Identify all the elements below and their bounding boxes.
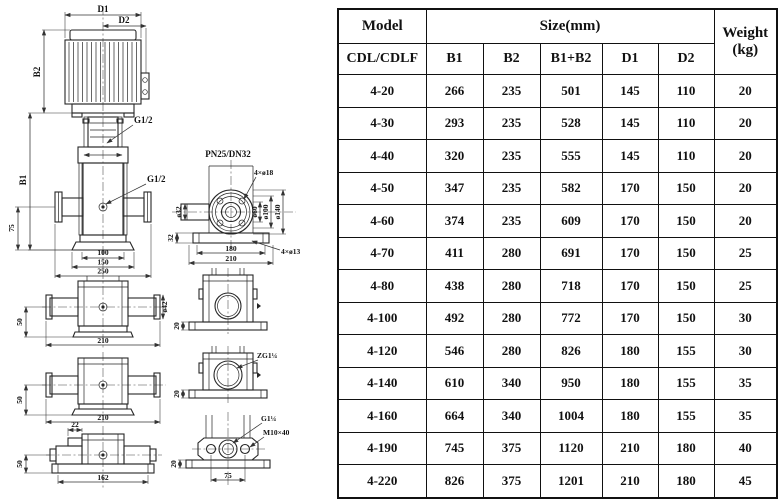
value-cell: 293 [426,107,483,140]
header-weight-line1: Weight [722,24,769,41]
model-cell: 4-100 [338,302,426,335]
value-cell: 555 [540,140,602,173]
l4-162-label: 162 [97,473,109,482]
support-view-1 [15,270,169,348]
dim-d2-label: D2 [118,15,130,25]
model-cell: 4-20 [338,75,426,108]
value-cell: 20 [714,140,777,173]
value-cell: 155 [658,400,714,433]
support-view-3 [15,420,162,490]
value-cell: 610 [426,367,483,400]
dim-100-label: 100 [97,248,109,257]
value-cell: 145 [602,107,658,140]
zg-label: ZG1¼ [257,351,278,360]
value-cell: 45 [714,465,777,498]
header-col-d2: D2 [658,44,714,75]
value-cell: 772 [540,302,602,335]
dia100-label: ø100 [261,204,270,220]
value-cell: 210 [602,432,658,465]
dim-b1-label: B1 [18,174,28,186]
value-cell: 180 [658,432,714,465]
value-cell: 374 [426,205,483,238]
dia32-label: ø32 [174,206,183,218]
header-col-b2: B2 [483,44,540,75]
value-cell: 150 [658,237,714,270]
right-view-3 [169,412,290,486]
table-row [338,107,777,140]
header-col-b1b2: B1+B2 [540,44,602,75]
value-cell: 35 [714,400,777,433]
value-cell: 235 [483,205,540,238]
g114-label: G1¼ [261,414,277,423]
table-row [338,237,777,270]
model-cell: 4-160 [338,400,426,433]
header-weight-line2: (kg) [732,42,759,58]
model-cell: 4-190 [338,432,426,465]
value-cell: 501 [540,75,602,108]
value-cell: 25 [714,270,777,303]
value-cell: 375 [483,465,540,498]
value-cell: 235 [483,140,540,173]
dim-150-label: 150 [97,257,109,267]
value-cell: 180 [602,335,658,368]
model-cell: 4-140 [338,367,426,400]
value-cell: 110 [658,75,714,108]
value-cell: 1120 [540,432,602,465]
table-row [338,302,777,335]
terminal-box [141,73,149,99]
model-cell: 4-70 [338,237,426,270]
model-cell: 4-30 [338,107,426,140]
value-cell: 609 [540,205,602,238]
header-size: Size(mm) [426,9,714,44]
value-cell: 35 [714,367,777,400]
right-view-1 [172,268,267,334]
value-cell: 266 [426,75,483,108]
value-cell: 170 [602,205,658,238]
table-row [338,172,777,205]
value-cell: 235 [483,75,540,108]
r4-20-label: 20 [169,460,178,468]
value-cell: 145 [602,75,658,108]
value-cell: 180 [602,400,658,433]
header-col-d1: D1 [602,44,658,75]
value-cell: 320 [426,140,483,173]
table-row [338,140,777,173]
model-cell: 4-40 [338,140,426,173]
value-cell: 280 [483,237,540,270]
table-row [338,367,777,400]
value-cell: 235 [483,107,540,140]
right-view-2 [172,346,278,404]
value-cell: 235 [483,172,540,205]
value-cell: 664 [426,400,483,433]
r3-20-label: 20 [172,390,181,398]
dim-32-label: 32 [166,234,175,242]
value-cell: 375 [483,432,540,465]
model-cell: 4-120 [338,335,426,368]
value-cell: 155 [658,367,714,400]
g12-side-label: G1/2 [147,174,166,184]
value-cell: 347 [426,172,483,205]
dimension-table-wrap [337,8,778,499]
value-cell: 150 [658,270,714,303]
value-cell: 20 [714,205,777,238]
value-cell: 30 [714,335,777,368]
value-cell: 492 [426,302,483,335]
value-cell: 155 [658,335,714,368]
header-model: Model [338,9,426,44]
value-cell: 528 [540,107,602,140]
dimension-table [337,8,778,499]
support-view-2 [15,352,166,424]
table-row [338,432,777,465]
value-cell: 950 [540,367,602,400]
table-row [338,270,777,303]
value-cell: 411 [426,237,483,270]
value-cell: 546 [426,335,483,368]
main-front-view [7,4,166,278]
value-cell: 145 [602,140,658,173]
table-row [338,205,777,238]
header-weight [714,9,777,75]
model-cell: 4-60 [338,205,426,238]
value-cell: 20 [714,75,777,108]
value-cell: 745 [426,432,483,465]
value-cell: 210 [602,465,658,498]
value-cell: 826 [426,465,483,498]
header-model-series: CDL/CDLF [338,44,426,75]
model-cell: 4-80 [338,270,426,303]
g12-top-label: G1/2 [134,115,153,125]
dim-250-label: 250 [97,266,109,276]
value-cell: 582 [540,172,602,205]
value-cell: 170 [602,302,658,335]
dia140-label: ø140 [273,204,282,220]
value-cell: 280 [483,302,540,335]
value-cell: 1004 [540,400,602,433]
model-cell: 4-220 [338,465,426,498]
value-cell: 40 [714,432,777,465]
value-cell: 110 [658,107,714,140]
value-cell: 25 [714,237,777,270]
flange-title: PN25/DN32 [205,149,251,159]
dim-b2-label: B2 [32,66,42,78]
value-cell: 30 [714,302,777,335]
value-cell: 1201 [540,465,602,498]
value-cell: 691 [540,237,602,270]
l3-210-label: 210 [97,413,109,422]
value-cell: 340 [483,367,540,400]
pump-drawing [0,0,335,500]
value-cell: 170 [602,237,658,270]
dim-d1-label: D1 [97,4,109,14]
model-cell: 4-50 [338,172,426,205]
value-cell: 170 [602,270,658,303]
flange-top-view [166,149,301,265]
l2-210-label: 210 [97,336,109,345]
value-cell: 280 [483,335,540,368]
dia42-label: ø42 [160,301,169,313]
l2-50-label: 50 [15,318,24,326]
value-cell: 20 [714,172,777,205]
value-cell: 180 [658,465,714,498]
value-cell: 170 [602,172,658,205]
value-cell: 718 [540,270,602,303]
dim-210-label: 210 [225,254,237,263]
value-cell: 280 [483,270,540,303]
thread-label: M10×40 [263,428,290,437]
l4-50-label: 50 [15,460,24,468]
dim-180-label: 180 [225,244,237,253]
value-cell: 340 [483,400,540,433]
value-cell: 438 [426,270,483,303]
table-body [338,75,777,498]
value-cell: 826 [540,335,602,368]
r2-20-label: 20 [172,322,181,330]
table-row [338,400,777,433]
header-col-b1: B1 [426,44,483,75]
l3-50-label: 50 [15,396,24,404]
table-row [338,465,777,498]
dia60-label: ø60 [250,206,259,218]
table-row [338,75,777,108]
l4-22-label: 22 [71,420,79,429]
value-cell: 150 [658,302,714,335]
value-cell: 20 [714,107,777,140]
dim-75-label: 75 [7,224,16,232]
value-cell: 150 [658,172,714,205]
base-holes-label: 4×ø13 [281,247,301,256]
bolt-holes-label: 4×ø18 [254,168,274,177]
r4-75-label: 75 [224,471,232,480]
value-cell: 150 [658,205,714,238]
value-cell: 180 [602,367,658,400]
value-cell: 110 [658,140,714,173]
table-row [338,335,777,368]
